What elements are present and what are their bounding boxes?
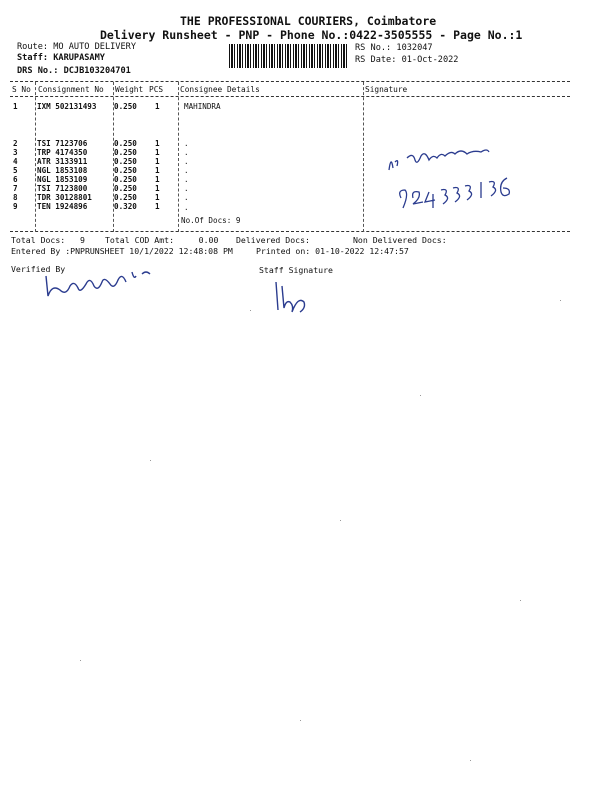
staff-signature-label: Staff Signature [259,265,333,275]
row-sno: 7 [13,184,18,193]
row-consignment: TSI 7123800 [37,184,88,193]
staff-signature-mark [268,276,313,316]
row-weight: 0.250 [114,184,137,193]
rs-number: RS No.: 1032047 [355,43,433,53]
table-row [10,193,190,202]
row-consignee: . [184,166,189,175]
column-header-sno: S No [12,85,31,94]
row-consignee: . [184,157,189,166]
row-consignee: . [184,184,189,193]
row-sno: 6 [13,175,18,184]
scan-speck [150,460,151,461]
row-weight: 0.250 [114,175,137,184]
table-row [10,166,190,175]
table-row [10,148,190,157]
row-weight: 0.250 [114,102,137,111]
row-weight: 0.250 [114,139,137,148]
row-consignee: . [184,203,189,212]
row-consignee: . [184,139,189,148]
row-pcs: 1 [155,139,160,148]
table-bottom-rule [10,231,570,232]
row-consignment: TEN 1924896 [37,202,88,211]
row-consignment: TRP 4174350 [37,148,88,157]
column-divider [363,82,364,232]
row-pcs: 1 [155,193,160,202]
row-consignment: TDR 30128801 [37,193,92,202]
row-sno: 4 [13,157,18,166]
total-cod-amount: Total COD Amt: 0.00 [105,235,219,245]
row-consignee: . [184,148,189,157]
entered-by: Entered By :PNPRUNSHEET 10/1/2022 12:48:08 PM [11,246,233,256]
row-consignment: TSI 7123706 [37,139,88,148]
scan-speck [300,720,301,721]
row-sno: 8 [13,193,18,202]
row-pcs: 1 [155,184,160,193]
scan-speck [470,760,471,761]
scan-speck [560,300,561,301]
row-pcs: 1 [155,102,160,111]
company-title: THE PROFESSIONAL COURIERS, Coimbatore [180,14,437,28]
barcode [229,44,347,68]
row-sno: 3 [13,148,18,157]
row-consignee: . [184,175,189,184]
row-pcs: 1 [155,166,160,175]
row-pcs: 1 [155,175,160,184]
verified-by-label: Verified By [11,264,66,274]
rs-date: RS Date: 01-Oct-2022 [355,55,459,65]
row-consignment: NGL 1853109 [37,175,88,184]
row-weight: 0.250 [114,157,137,166]
row-consignment: ATR 3133911 [37,157,88,166]
row-weight: 0.250 [114,166,137,175]
scan-speck [340,520,341,521]
table-row [10,102,190,111]
delivered-docs: Delivered Docs: [236,235,310,245]
drs-number: DRS No.: DCJB103204701 [17,66,131,76]
non-delivered-docs: Non Delivered Docs: [353,235,447,245]
column-header-consignee: Consignee Details [180,85,260,94]
table-top-rule [10,81,570,82]
row-sno: 5 [13,166,18,175]
column-header-signature: Signature [365,85,408,94]
column-header-consignment: Consignment No [38,85,104,94]
staff-label: Staff: KARUPASAMY [17,53,105,63]
row-pcs: 1 [155,148,160,157]
handwritten-phone [395,168,525,213]
row-consignment: NGL 1853108 [37,166,88,175]
table-row [10,175,190,184]
row-weight: 0.250 [114,148,137,157]
verified-signature [40,266,165,304]
table-row [10,184,190,193]
column-header-pcs: PCS [149,85,164,94]
table-row [10,157,190,166]
scan-speck [250,310,251,311]
row-consignee: . [184,193,189,202]
no-of-docs: No.Of Docs: 9 [181,216,241,225]
row-consignee: MAHINDRA [184,102,221,111]
row-pcs: 1 [155,202,160,211]
row-sno: 1 [13,102,18,111]
route-label: Route: MO AUTO DELIVERY [17,42,136,52]
row-consignment: IXM 502131493 [37,102,97,111]
scan-speck [420,395,421,396]
row-sno: 2 [13,139,18,148]
column-header-weight: Weight [115,85,144,94]
row-weight: 0.250 [114,193,137,202]
scan-speck [80,660,81,661]
header-bottom-rule [10,96,570,97]
table-row [10,139,190,148]
row-weight: 0.320 [114,202,137,211]
total-docs: Total Docs: 9 [11,235,85,245]
runsheet-title: Delivery Runsheet - PNP - Phone No.:0422-3505555 - Page No.:1 [100,28,523,42]
scan-speck [520,600,521,601]
table-row [10,202,190,211]
row-sno: 9 [13,202,18,211]
row-pcs: 1 [155,157,160,166]
printed-on: Printed on: 01-10-2022 12:47:57 [256,246,409,256]
